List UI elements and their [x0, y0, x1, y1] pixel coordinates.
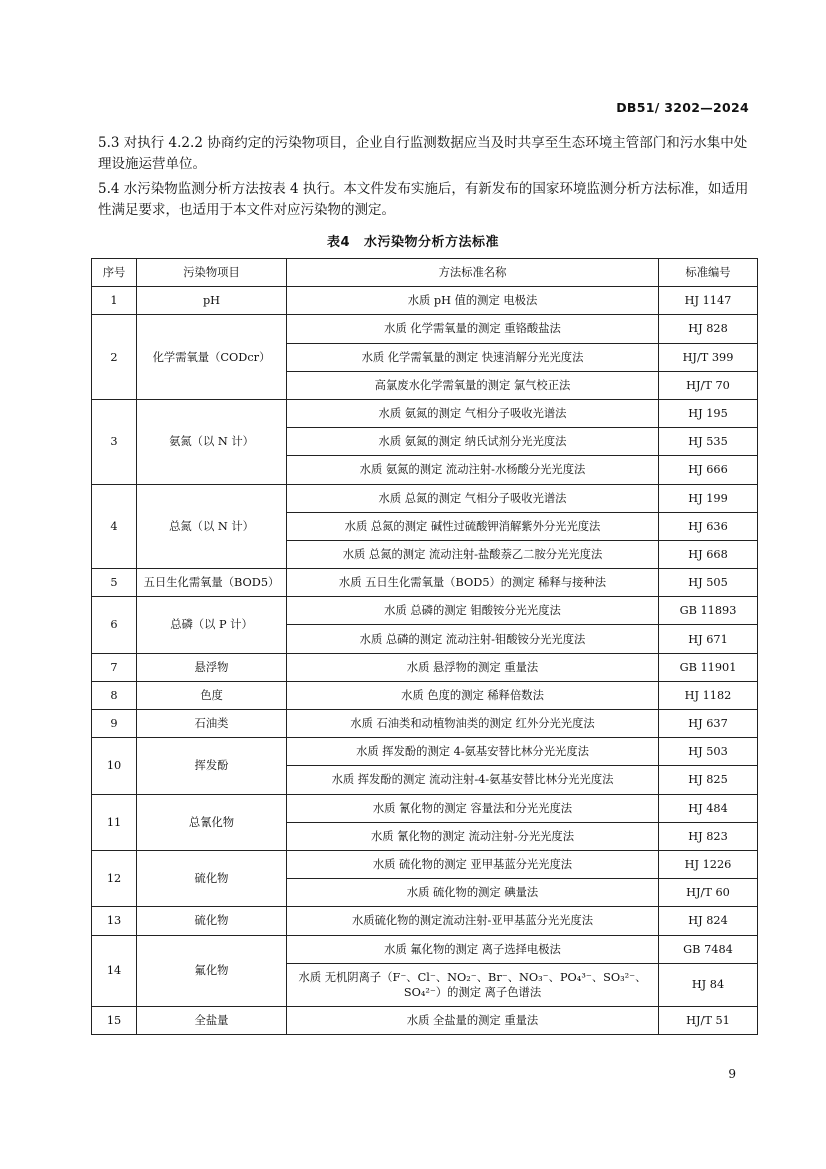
row-serial: 11 [92, 794, 137, 850]
row-method-name: 水质 挥发酚的测定 流动注射-4-氨基安替比林分光光度法 [287, 766, 659, 794]
row-pollutant: 氨氮（以 N 计） [137, 399, 287, 484]
row-serial: 15 [92, 1006, 137, 1034]
paragraph-5-4: 5.4 水污染物监测分析方法按表 4 执行。本文件发布实施后，有新发布的国家环境监测分析方法标准，如适用性满足要求，也适用于本文件对应污染物的测定。 [98, 181, 749, 218]
row-method-name: 水质 总磷的测定 流动注射-钼酸铵分光光度法 [287, 625, 659, 653]
row-serial: 5 [92, 569, 137, 597]
row-method-name: 水质 无机阴离子（F⁻、Cl⁻、NO₂⁻、Br⁻、NO₃⁻、PO₄³⁻、SO₃²⁻、SO₄²⁻）的测定 离子色谱法 [287, 963, 659, 1006]
row-method-name: 水质 挥发酚的测定 4-氨基安替比林分光光度法 [287, 738, 659, 766]
table-body [92, 287, 758, 1035]
row-serial: 6 [92, 597, 137, 653]
row-standard-code: HJ/T 51 [659, 1006, 758, 1034]
row-method-name: 水质 总氮的测定 碱性过硫酸钾消解紫外分光光度法 [287, 512, 659, 540]
row-standard-code: HJ 505 [659, 569, 758, 597]
paragraph-5-3: 5.3 对执行 4.2.2 协商约定的污染物项目，企业自行监测数据应当及时共享至生态环境主管部门和污水集中处理设施运营单位。 [98, 135, 748, 172]
row-standard-code: HJ 636 [659, 512, 758, 540]
table-row [92, 935, 758, 963]
row-pollutant: pH [137, 287, 287, 315]
row-serial: 4 [92, 484, 137, 569]
row-method-name: 高氯废水化学需氧量的测定 氯气校正法 [287, 371, 659, 399]
row-serial: 2 [92, 315, 137, 400]
row-serial: 7 [92, 653, 137, 681]
row-standard-code: HJ 1182 [659, 681, 758, 709]
row-standard-code: GB 11893 [659, 597, 758, 625]
table-row [92, 794, 758, 822]
row-pollutant: 硫化物 [137, 907, 287, 935]
row-standard-code: HJ 195 [659, 399, 758, 427]
row-standard-code: HJ 1147 [659, 287, 758, 315]
row-pollutant: 化学需氧量（CODcr） [137, 315, 287, 400]
row-method-name: 水质 氨氮的测定 流动注射-水杨酸分光光度法 [287, 456, 659, 484]
row-standard-code: HJ 503 [659, 738, 758, 766]
row-method-name: 水质 硫化物的测定 碘量法 [287, 879, 659, 907]
row-method-name: 水质 氨氮的测定 纳氏试剂分光光度法 [287, 428, 659, 456]
row-serial: 12 [92, 850, 137, 906]
row-method-name: 水质 悬浮物的测定 重量法 [287, 653, 659, 681]
row-method-name: 水质 全盐量的测定 重量法 [287, 1006, 659, 1034]
row-standard-code: HJ/T 399 [659, 343, 758, 371]
row-method-name: 水质 总磷的测定 钼酸铵分光光度法 [287, 597, 659, 625]
table-row [92, 738, 758, 766]
header-standard-code: 标准编号 [659, 259, 758, 287]
row-standard-code: HJ 199 [659, 484, 758, 512]
table-row [92, 287, 758, 315]
row-method-name: 水质 氨氮的测定 气相分子吸收光谱法 [287, 399, 659, 427]
row-method-name: 水质 化学需氧量的测定 快速消解分光光度法 [287, 343, 659, 371]
row-standard-code: HJ 824 [659, 907, 758, 935]
row-standard-code: HJ/T 70 [659, 371, 758, 399]
row-method-name: 水质 氰化物的测定 容量法和分光光度法 [287, 794, 659, 822]
row-pollutant: 硫化物 [137, 850, 287, 906]
header-serial: 序号 [92, 259, 137, 287]
header-method-name: 方法标准名称 [287, 259, 659, 287]
table-caption-number: 表4 [326, 235, 351, 250]
row-standard-code: HJ 823 [659, 822, 758, 850]
table-row [92, 907, 758, 935]
analysis-methods-table [91, 258, 758, 1035]
row-standard-code: HJ 637 [659, 710, 758, 738]
row-pollutant: 总磷（以 P 计） [137, 597, 287, 653]
row-method-name: 水质 总氮的测定 气相分子吸收光谱法 [287, 484, 659, 512]
row-serial: 10 [92, 738, 137, 794]
table-row [92, 1006, 758, 1034]
table-row [92, 850, 758, 878]
row-serial: 13 [92, 907, 137, 935]
header-pollutant: 污染物项目 [137, 259, 287, 287]
row-pollutant: 色度 [137, 681, 287, 709]
table-row [92, 484, 758, 512]
row-pollutant: 总氰化物 [137, 794, 287, 850]
row-standard-code: GB 7484 [659, 935, 758, 963]
row-standard-code: HJ 666 [659, 456, 758, 484]
row-standard-code: HJ 668 [659, 540, 758, 568]
row-standard-code: HJ 671 [659, 625, 758, 653]
row-pollutant: 氟化物 [137, 935, 287, 1006]
document-code: DB51/ 3202—2024 [616, 100, 749, 115]
row-pollutant: 总氮（以 N 计） [137, 484, 287, 569]
table-row [92, 710, 758, 738]
row-standard-code: HJ 484 [659, 794, 758, 822]
row-standard-code: HJ 1226 [659, 850, 758, 878]
row-serial: 3 [92, 399, 137, 484]
row-standard-code: HJ 84 [659, 963, 758, 1006]
row-serial: 8 [92, 681, 137, 709]
row-method-name: 水质 总氮的测定 流动注射-盐酸萘乙二胺分光光度法 [287, 540, 659, 568]
table-caption [0, 231, 826, 250]
row-standard-code: HJ 535 [659, 428, 758, 456]
row-standard-code: GB 11901 [659, 653, 758, 681]
table-caption-title: 水污染物分析方法标准 [364, 235, 500, 250]
row-method-name: 水质 硫化物的测定 亚甲基蓝分光光度法 [287, 850, 659, 878]
row-method-name: 水质硫化物的测定流动注射-亚甲基蓝分光光度法 [287, 907, 659, 935]
row-method-name: 水质 石油类和动植物油类的测定 红外分光光度法 [287, 710, 659, 738]
row-pollutant: 悬浮物 [137, 653, 287, 681]
row-serial: 14 [92, 935, 137, 1006]
row-method-name: 水质 氰化物的测定 流动注射-分光光度法 [287, 822, 659, 850]
row-standard-code: HJ 825 [659, 766, 758, 794]
row-pollutant: 挥发酚 [137, 738, 287, 794]
row-method-name: 水质 pH 值的测定 电极法 [287, 287, 659, 315]
table-row [92, 653, 758, 681]
row-serial: 1 [92, 287, 137, 315]
row-method-name: 水质 色度的测定 稀释倍数法 [287, 681, 659, 709]
table-row [92, 681, 758, 709]
row-method-name: 水质 五日生化需氧量（BOD5）的测定 稀释与接种法 [287, 569, 659, 597]
row-pollutant: 五日生化需氧量（BOD5） [137, 569, 287, 597]
row-pollutant: 石油类 [137, 710, 287, 738]
row-standard-code: HJ 828 [659, 315, 758, 343]
row-pollutant: 全盐量 [137, 1006, 287, 1034]
table-row [92, 399, 758, 427]
row-serial: 9 [92, 710, 137, 738]
page-number: 9 [728, 1067, 736, 1081]
table-row [92, 569, 758, 597]
table-row [92, 315, 758, 343]
row-method-name: 水质 化学需氧量的测定 重铬酸盐法 [287, 315, 659, 343]
table-header-row [92, 259, 758, 287]
table-row [92, 597, 758, 625]
row-standard-code: HJ/T 60 [659, 879, 758, 907]
row-method-name: 水质 氟化物的测定 离子选择电极法 [287, 935, 659, 963]
